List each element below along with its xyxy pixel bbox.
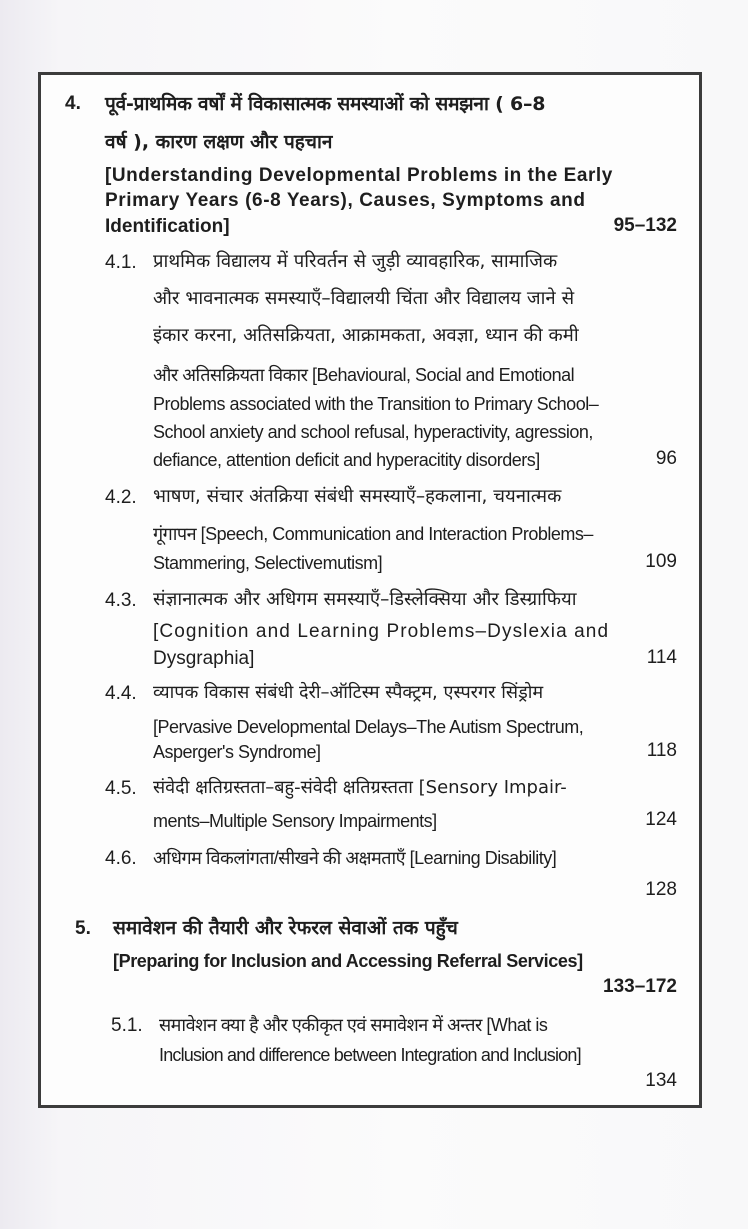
chapter-english-title: Identification] bbox=[105, 216, 230, 237]
section-number: 4.6. bbox=[105, 848, 137, 869]
section-title-line: गूंगापन [Speech, Communication and Interaction Problems– bbox=[153, 524, 593, 544]
section-title-line: School anxiety and school refusal, hyperactivity, agression, bbox=[153, 422, 593, 442]
section-title-line: Inclusion and difference between Integration and Inclusion] bbox=[159, 1045, 581, 1065]
section-number: 4.5. bbox=[105, 778, 137, 799]
section-title-line: defiance, attention deficit and hyperacitity disorders] bbox=[153, 450, 540, 470]
section-title-line: संवेदी क्षतिग्रस्तता–बहु-संवेदी क्षतिग्रस्तता [Sensory Impair- bbox=[153, 777, 567, 798]
section-title-line: भाषण, संचार अंतक्रिया संबंधी समस्याएँ–हकलाना, चयनात्मक bbox=[153, 486, 562, 507]
section-page: 124 bbox=[645, 809, 677, 830]
section-number: 4.2. bbox=[105, 487, 137, 508]
section-title-line: Dysgraphia] bbox=[153, 648, 255, 669]
section-page: 128 bbox=[645, 879, 677, 900]
section-page: 134 bbox=[645, 1070, 677, 1091]
chapter-hindi-title: पूर्व-प्राथमिक वर्षों में विकासात्मक समस्याओं को समझना ( 6–8 bbox=[105, 93, 546, 115]
section-title-line: [Pervasive Developmental Delays–The Autism Spectrum, bbox=[153, 717, 584, 737]
section-page: 118 bbox=[646, 740, 677, 761]
section-number: 4.3. bbox=[105, 590, 137, 611]
section-title-line: और अतिसक्रियता विकार [Behavioural, Social and Emotional bbox=[153, 365, 575, 385]
chapter-page-range: 133–172 bbox=[603, 976, 677, 997]
section-number: 4.4. bbox=[105, 683, 137, 704]
section-page: 109 bbox=[645, 551, 677, 572]
chapter-number: 5. bbox=[75, 918, 91, 939]
chapter-english-title: Primary Years (6-8 Years), Causes, Symptoms and bbox=[105, 190, 586, 211]
section-title-line: व्यापक विकास संबंधी देरी–ऑटिस्म स्पैक्ट्रम, एस्परगर सिंड्रोम bbox=[153, 682, 544, 703]
chapter-hindi-title: वर्ष ), कारण लक्षण और पहचान bbox=[105, 131, 333, 153]
section-title-line: Asperger's Syndrome] bbox=[153, 742, 321, 762]
chapter-english-title: [Preparing for Inclusion and Accessing Referral Services] bbox=[113, 951, 583, 971]
chapter-number: 4. bbox=[65, 93, 81, 114]
section-title-line: Stammering, Selectivemutism] bbox=[153, 553, 383, 573]
section-title-line: इंकार करना, अतिसक्रियता, आक्रामकता, अवज्ञा, ध्यान की कमी bbox=[153, 325, 579, 346]
section-number: 5.1. bbox=[111, 1015, 143, 1036]
section-title-line: Problems associated with the Transition to Primary School– bbox=[153, 394, 599, 414]
section-title-line: प्राथमिक विद्यालय में परिवर्तन से जुड़ी व्यावहारिक, सामाजिक bbox=[153, 251, 558, 272]
section-page: 96 bbox=[655, 448, 677, 469]
toc-frame bbox=[38, 72, 702, 1108]
section-title-line: और भावनात्मक समस्याएँ–विद्यालयी चिंता और विद्यालय जाने से bbox=[153, 288, 575, 309]
chapter-page-range: 95–132 bbox=[613, 215, 677, 236]
section-title-line: संज्ञानात्मक और अधिगम समस्याएँ–डिस्लेक्सिया और डिस्ग्राफिया bbox=[153, 589, 577, 610]
section-title-line: [Cognition and Learning Problems–Dyslexia and bbox=[153, 621, 610, 642]
section-page: 114 bbox=[646, 647, 677, 668]
chapter-english-title: [Understanding Developmental Problems in the Early bbox=[105, 165, 613, 186]
section-title-line: समावेशन क्या है और एकीकृत एवं समावेशन में अन्तर [What is bbox=[159, 1015, 548, 1035]
section-number: 4.1. bbox=[105, 252, 137, 273]
section-title-line: अधिगम विकलांगता/सीखने की अक्षमताएँ [Learning Disability] bbox=[153, 848, 557, 868]
section-title-line: ments–Multiple Sensory Impairments] bbox=[153, 811, 437, 831]
chapter-hindi-title: समावेशन की तैयारी और रेफरल सेवाओं तक पहुँच bbox=[113, 917, 458, 939]
